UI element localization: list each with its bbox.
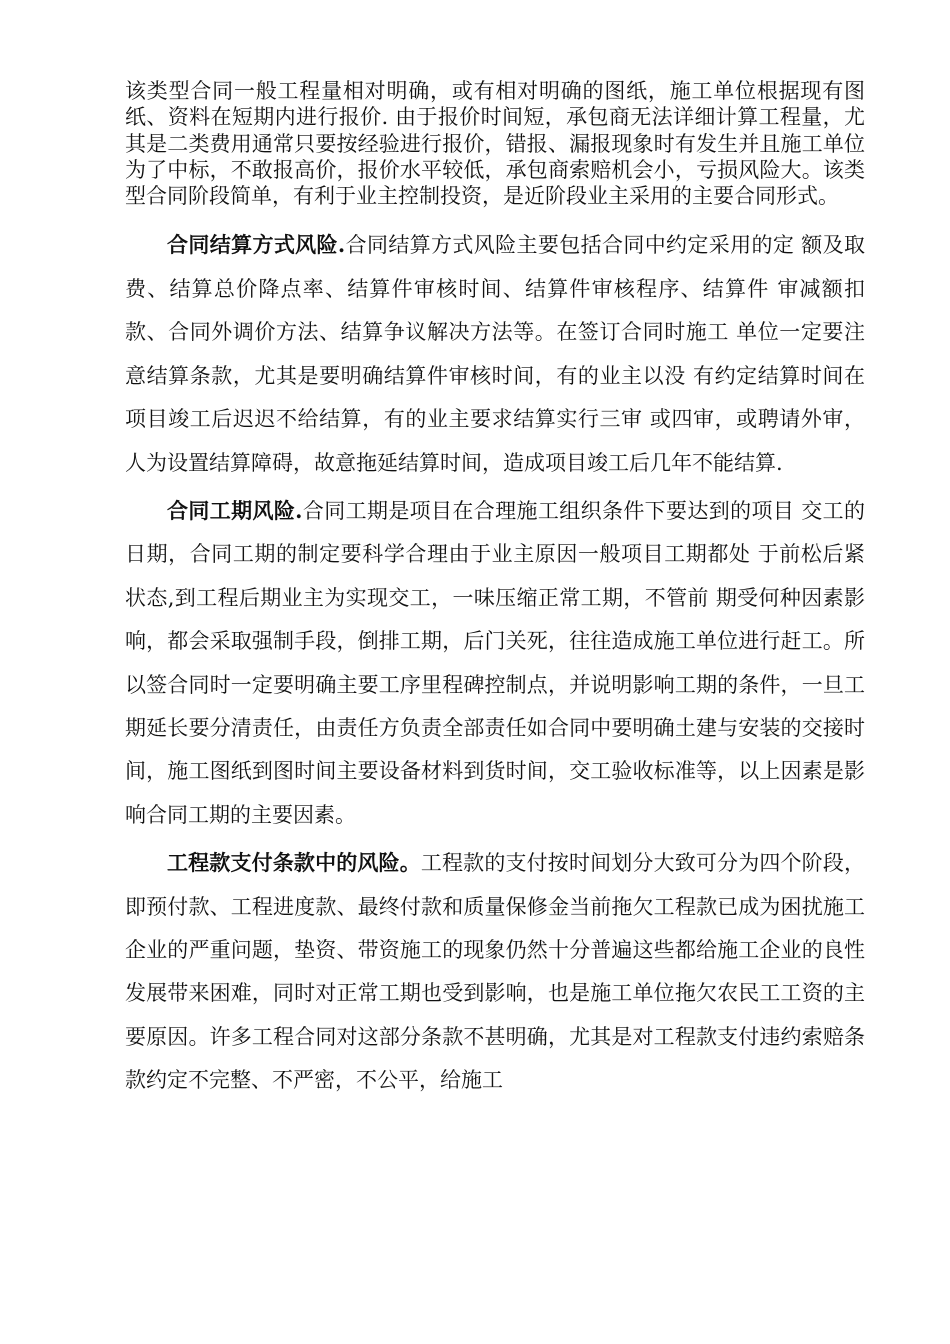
paragraph-heading: 工程款支付条款中的风险。 [167,850,421,876]
paragraph-text: 工程款的支付按时间划分大致可分为四个阶段，即预付款、工程进度款、最终付款和质量保修金当前拖欠工程款已成为困扰施工企业的严重问题，垫资、带资施工的现象仍然十分普遍这些都给施工企业的良性发展带来困难，同时对正常工期也受到影响，也是施工单位拖欠农民工工资的主要原因。许多工程合同对这部分条款不甚明确，尤其是对工程款支付违约索赔条款约定不完整、不严密，不公平，给施工 [125,851,865,1093]
paragraph-text: 该类型合同一般工程量相对明确，或有相对明确的图纸，施工单位根据现有图纸、资料在短期内进行报价. 由于报价时间短，承包商无法详细计算工程量，尤其是二类费用通常只要按经验进行报价，错报、漏报现象时有发生并且施工单位为了中标，不敢报高价，报价水平较低，承包商索赔机会小，亏损风险大。该类型合同阶段简单，有利于业主控制投资，是近阶段业主采用的主要合同形式。 [125,79,865,209]
paragraph-schedule-risk [125,489,865,837]
paragraph-text: 合同工期是项目在合理施工组织条件下要达到的项目 交工的日期，合同工期的制定要科学合理由于业主原因一般项目工期都处 于前松后紧状态,到工程后期业主为实现交工，一味压缩正常工期，不管前 期受何种因素影响，都会采取强制手段，倒排工期，后门关死，往往造成施工单位进行赶工。所以签合同时一定要明确主要工序里程碑控制点，并说明影响工期的条件，一旦工期延长要分清责任，由责任方负责全部责任如合同中要明确土建与安装的交接时间，施工图纸到图时间主要设备材料到货时间，交工验收标准等，以上因素是影响合同工期的主要因素。 [125,498,865,827]
paragraph-payment-risk [125,841,865,1102]
paragraph-heading: 合同工期风险. [167,497,303,523]
paragraph-contract-type [125,78,865,209]
paragraph-text: 合同结算方式风险主要包括合同中约定采用的定 额及取费、结算总价降点率、结算件审核时间、结算件审核程序、结算件 审减额扣款、合同外调价方法、结算争议解决方法等。在签订合同时施工 单位一定要注意结算条款，尤其是要明确结算件审核时间，有的业主以没 有约定结算时间在项目竣工后迟迟不给结算，有的业主要求结算实行三审 或四审，或聘请外审，人为设置结算障碍，故意拖延结算时间，造成项目竣工后几年不能结算. [125,233,865,475]
paragraph-heading: 合同结算方式风险. [167,232,346,258]
paragraph-settlement-risk [125,223,865,484]
document-page [125,78,865,1107]
